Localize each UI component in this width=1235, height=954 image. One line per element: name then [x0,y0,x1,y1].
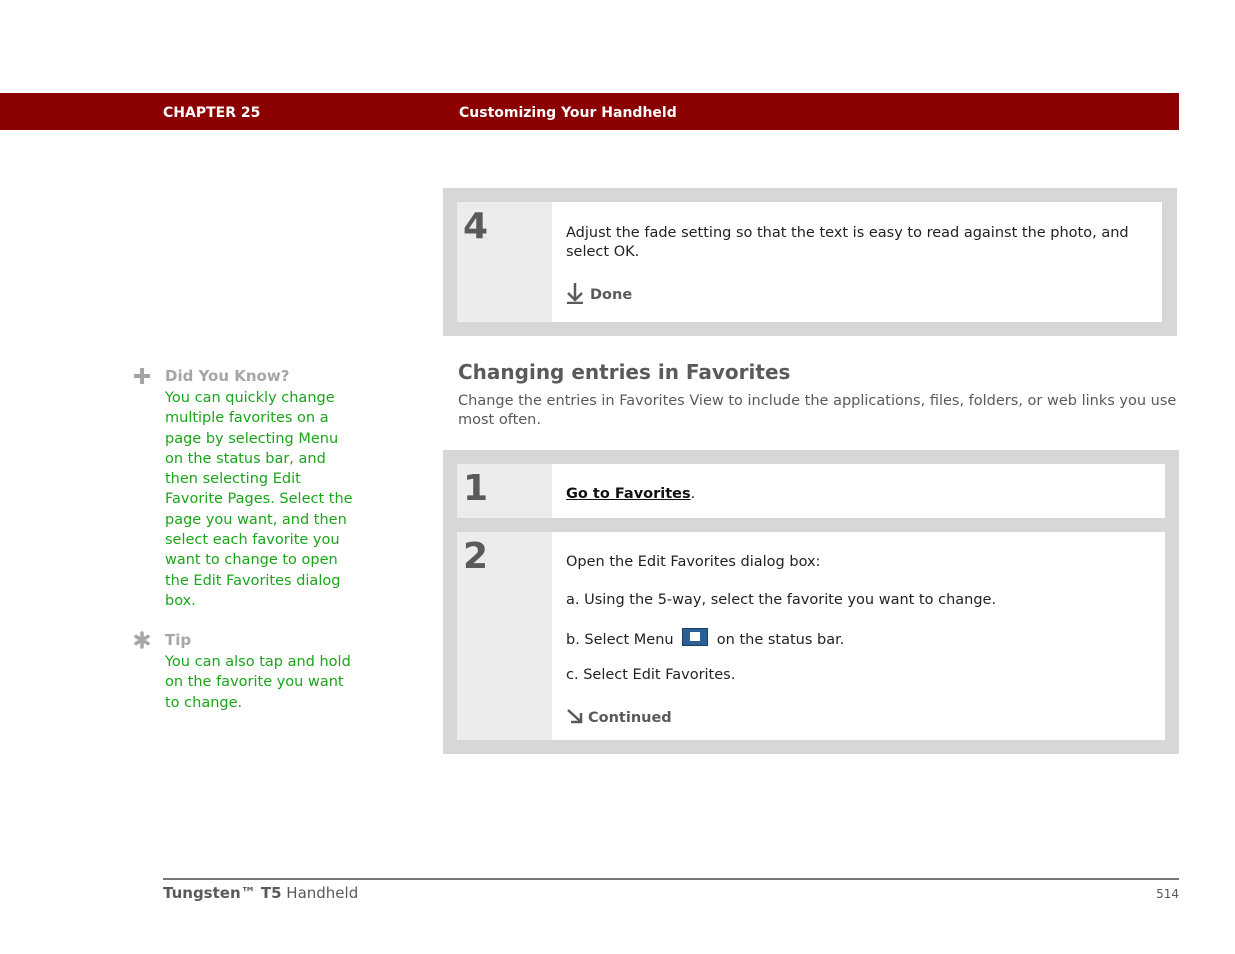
substep-b-suffix: on the status bar. [716,632,845,648]
step-4-number: 4 [457,202,552,322]
footer-product-name: Tungsten™ T5 [163,884,282,902]
continued-arrow-icon [566,708,584,728]
step-1-number: 1 [457,464,552,518]
step-4-body [552,202,1162,322]
continued-indicator [566,708,672,728]
step-2-substep-b [566,628,844,648]
done-arrow-icon [566,282,584,308]
menu-icon [682,628,708,646]
footer-product [163,884,358,902]
section-title: Changing entries in Favorites [458,360,791,384]
step-4-frame [443,188,1177,336]
step-2-intro: Open the Edit Favorites dialog box: [566,554,821,570]
footer-divider [163,878,1179,880]
page-number: 514 [1156,887,1179,901]
section-description: Change the entries in Favorites View to include the applications, files, folders, or web links you use most often. [458,393,1177,428]
step-2-substep-a: a. Using the 5-way, select the favorite you want to change. [566,592,997,608]
did-you-know-heading: Did You Know? [165,367,290,385]
step-1-suffix: . [690,486,696,502]
substep-b-prefix: b. Select Menu [566,632,674,648]
asterisk-icon [133,631,151,649]
step-4-text: Adjust the fade setting so that the text is easy to read against the photo, and select OK. [566,225,1129,260]
plus-icon [133,367,151,385]
chapter-label: CHAPTER 25 [163,105,261,121]
step-2-number: 2 [457,532,552,740]
step-1-body [552,464,1165,518]
go-to-favorites-link[interactable]: Go to Favorites [566,486,691,502]
tip-text: You can also tap and hold on the favorite you want to change. [165,654,351,711]
step-1-text [566,486,695,502]
did-you-know-text: You can quickly change multiple favorites on a page by selecting Menu on the status bar, and then selecting Edit Favorite Pages. Select the page you want, and then select each favorite you want to change to open the Edit Favorites dialog box. [165,390,353,609]
steps-frame [443,450,1179,754]
tip-heading: Tip [165,631,192,649]
chapter-title: Customizing Your Handheld [459,105,677,121]
continued-label: Continued [588,710,672,726]
done-indicator [566,282,632,308]
footer-product-suffix: Handheld [281,884,359,902]
done-label: Done [590,287,633,303]
step-2-substep-c: c. Select Edit Favorites. [566,667,736,683]
step-2-body [552,532,1165,740]
